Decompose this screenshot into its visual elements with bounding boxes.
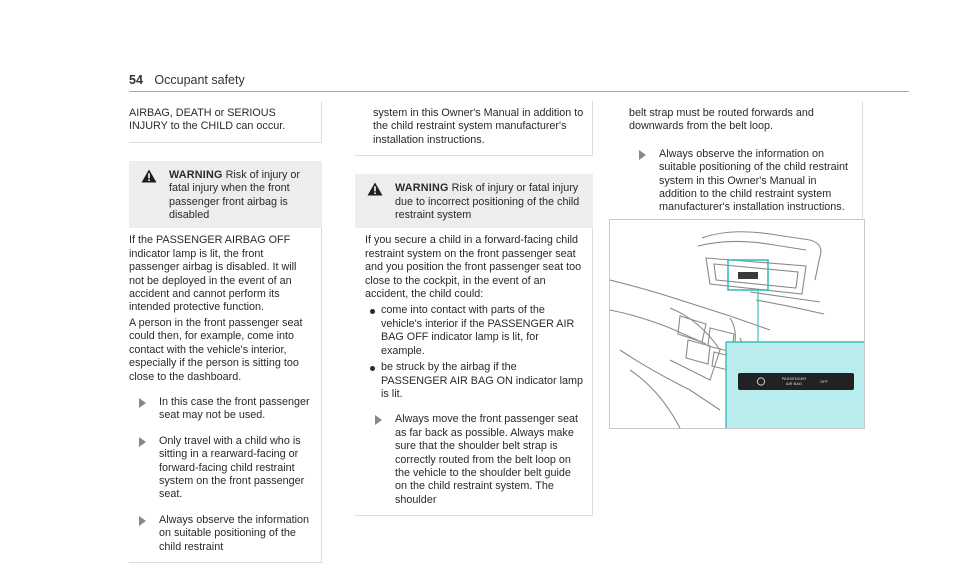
bullet-item: come into contact with parts of the vehicle's interior if the PASSENGER AIR BAG OFF indicator lamp is lit, for example.: [365, 304, 584, 358]
warning-label: WARNING: [169, 168, 223, 181]
continued-text: belt strap must be routed forwards and downwards from the belt loop.: [629, 107, 814, 133]
instruction-step: Always observe the information on suitable positioning of the child restraint: [129, 514, 313, 554]
panel-label-off: OFF: [820, 379, 828, 384]
cockpit-illustration: [610, 220, 864, 428]
column-3: [609, 101, 863, 224]
warning-body: [129, 228, 322, 563]
dashboard-figure: [609, 219, 865, 429]
warning-title: Risk of injury or fatal injury due to incorrect positioning of the child restraint system: [395, 182, 580, 222]
continued-text: AIRBAG, DEATH or SERIOUS INJURY to the CHILD can occur.: [129, 107, 286, 133]
arrow-icon: [139, 437, 146, 447]
continued-text-box: [609, 101, 863, 224]
instruction-step: Only travel with a child who is sitting in a rearward-facing or forward-facing child restraint system on the front passenger seat.: [129, 435, 313, 502]
page-header: [129, 73, 245, 87]
warning-box: [129, 161, 322, 229]
bullet-dot-icon: [370, 309, 375, 314]
arrow-icon: [139, 398, 146, 408]
bullet-dot-icon: [370, 366, 375, 371]
continued-text-box: [355, 101, 593, 156]
panel-label-line1: PASSENGER: [781, 376, 807, 381]
warning-body: [355, 228, 593, 516]
arrow-icon: [639, 150, 646, 160]
bullet-item: be struck by the airbag if the PASSENGER AIR BAG ON indicator lamp is lit.: [365, 361, 584, 401]
column-2: [355, 101, 593, 516]
warning-title: Risk of injury or fatal injury when the front passenger front airbag is disabled: [169, 168, 300, 222]
warning-paragraph: If the PASSENGER AIRBAG OFF indicator lamp is lit, the front passenger airbag is disabled. It will not be deployed in the event of an accident and cannot perform its intended protective function.: [129, 234, 297, 314]
warning-paragraph: A person in the front passenger seat could then, for example, come into contact with the vehicle's interior, especially if the person is sitting too close to the dashboard.: [129, 316, 303, 383]
continued-text: system in this Owner's Manual in addition to the child restraint system manufacturer's installation instructions.: [373, 107, 584, 146]
arrow-icon: [375, 415, 382, 425]
warning-box: [355, 174, 593, 228]
warning-paragraph: If you secure a child in a forward-facing child restraint system on the front passenger seat and you position the front passenger seat too close to the cockpit, in the event of an accident, the child could:: [365, 234, 582, 301]
warning-triangle-icon: [141, 169, 157, 183]
column-1: [129, 101, 322, 563]
instruction-step: Always observe the information on suitable positioning of the child restraint system in this Owner's Manual in addition to the child restraint system manufacturer's installation instructions.: [629, 148, 854, 215]
arrow-icon: [139, 516, 146, 526]
section-title: Occupant safety: [154, 73, 245, 87]
continued-text-box: [129, 101, 322, 143]
warning-triangle-icon: [367, 182, 383, 196]
instruction-step: Always move the front passenger seat as far back as possible. Always make sure that the shoulder belt strap is correctly routed from the belt loop on the vehicle to the shoulder belt guide on the child restraint system. The shoulder: [365, 413, 584, 507]
header-rule: [129, 91, 909, 92]
page-number: 54: [129, 73, 143, 87]
warning-label: WARNING: [395, 182, 449, 195]
panel-label-line2: AIR BAG: [785, 381, 803, 386]
instruction-step: In this case the front passenger seat may not be used.: [129, 396, 313, 423]
